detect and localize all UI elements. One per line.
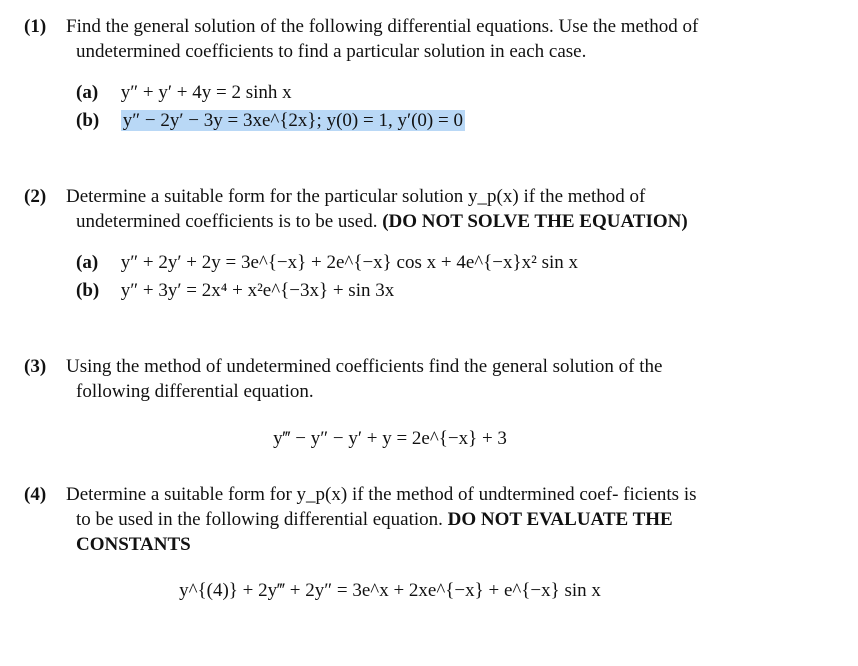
part-b — [76, 108, 714, 136]
part-label: (b) — [76, 280, 100, 301]
part-a — [76, 250, 714, 278]
problem-3 — [24, 354, 714, 404]
part-a — [76, 80, 714, 108]
parts-list — [76, 250, 714, 306]
problem-4 — [24, 482, 714, 557]
parts-list — [76, 80, 714, 136]
equation: y″ + 3y′ = 2x⁴ + x²e^{−3x} + sin 3x — [120, 280, 395, 301]
display-equation: y^{(4)} + 2y‴ + 2y″ = 3e^x + 2xe^{−x} + e^{−x} sin x — [179, 580, 601, 601]
problem-emphasis: DO NOT EVALUATE THE CONSTANTS — [76, 509, 673, 555]
problem-text-main: Determine a suitable form for y_p(x) if the method of undtermined coef- ficients is to be used in the following differential equation. — [66, 484, 697, 530]
display-equation: y‴ − y″ − y′ + y = 2e^{−x} + 3 — [273, 428, 507, 449]
problem-1 — [24, 14, 714, 136]
problem-text-main: Determine a suitable form for the particular solution y_p(x) if the method of undetermined coefficients is to be used. — [66, 186, 646, 232]
part-label: (a) — [76, 82, 99, 103]
problem-number: (2) — [24, 186, 47, 207]
part-b — [76, 278, 714, 306]
part-label: (a) — [76, 252, 99, 273]
problem-text — [66, 184, 714, 234]
problem-text: Find the general solution of the following differential equations. Use the method of undetermined coefficients to find a particular solution in each case. — [66, 16, 699, 62]
highlighted-equation[interactable]: y″ − 2y′ − 3y = 3xe^{2x}; y(0) = 1, y′(0) = 0 — [122, 110, 463, 131]
problem-number: (1) — [24, 16, 47, 37]
problem-text — [66, 482, 714, 557]
problem-number: (3) — [24, 356, 47, 377]
problem-2 — [24, 184, 714, 306]
problem-text: Using the method of undetermined coefficients find the general solution of the following differential equation. — [66, 356, 663, 402]
part-label: (b) — [76, 110, 100, 131]
equation: y″ + y′ + 4y = 2 sinh x — [120, 82, 292, 103]
equation: y″ + 2y′ + 2y = 3e^{−x} + 2e^{−x} cos x + 4e^{−x}x² sin x — [120, 252, 579, 273]
problem-number: (4) — [24, 484, 47, 505]
problem-emphasis: (DO NOT SOLVE THE EQUATION) — [382, 211, 688, 232]
